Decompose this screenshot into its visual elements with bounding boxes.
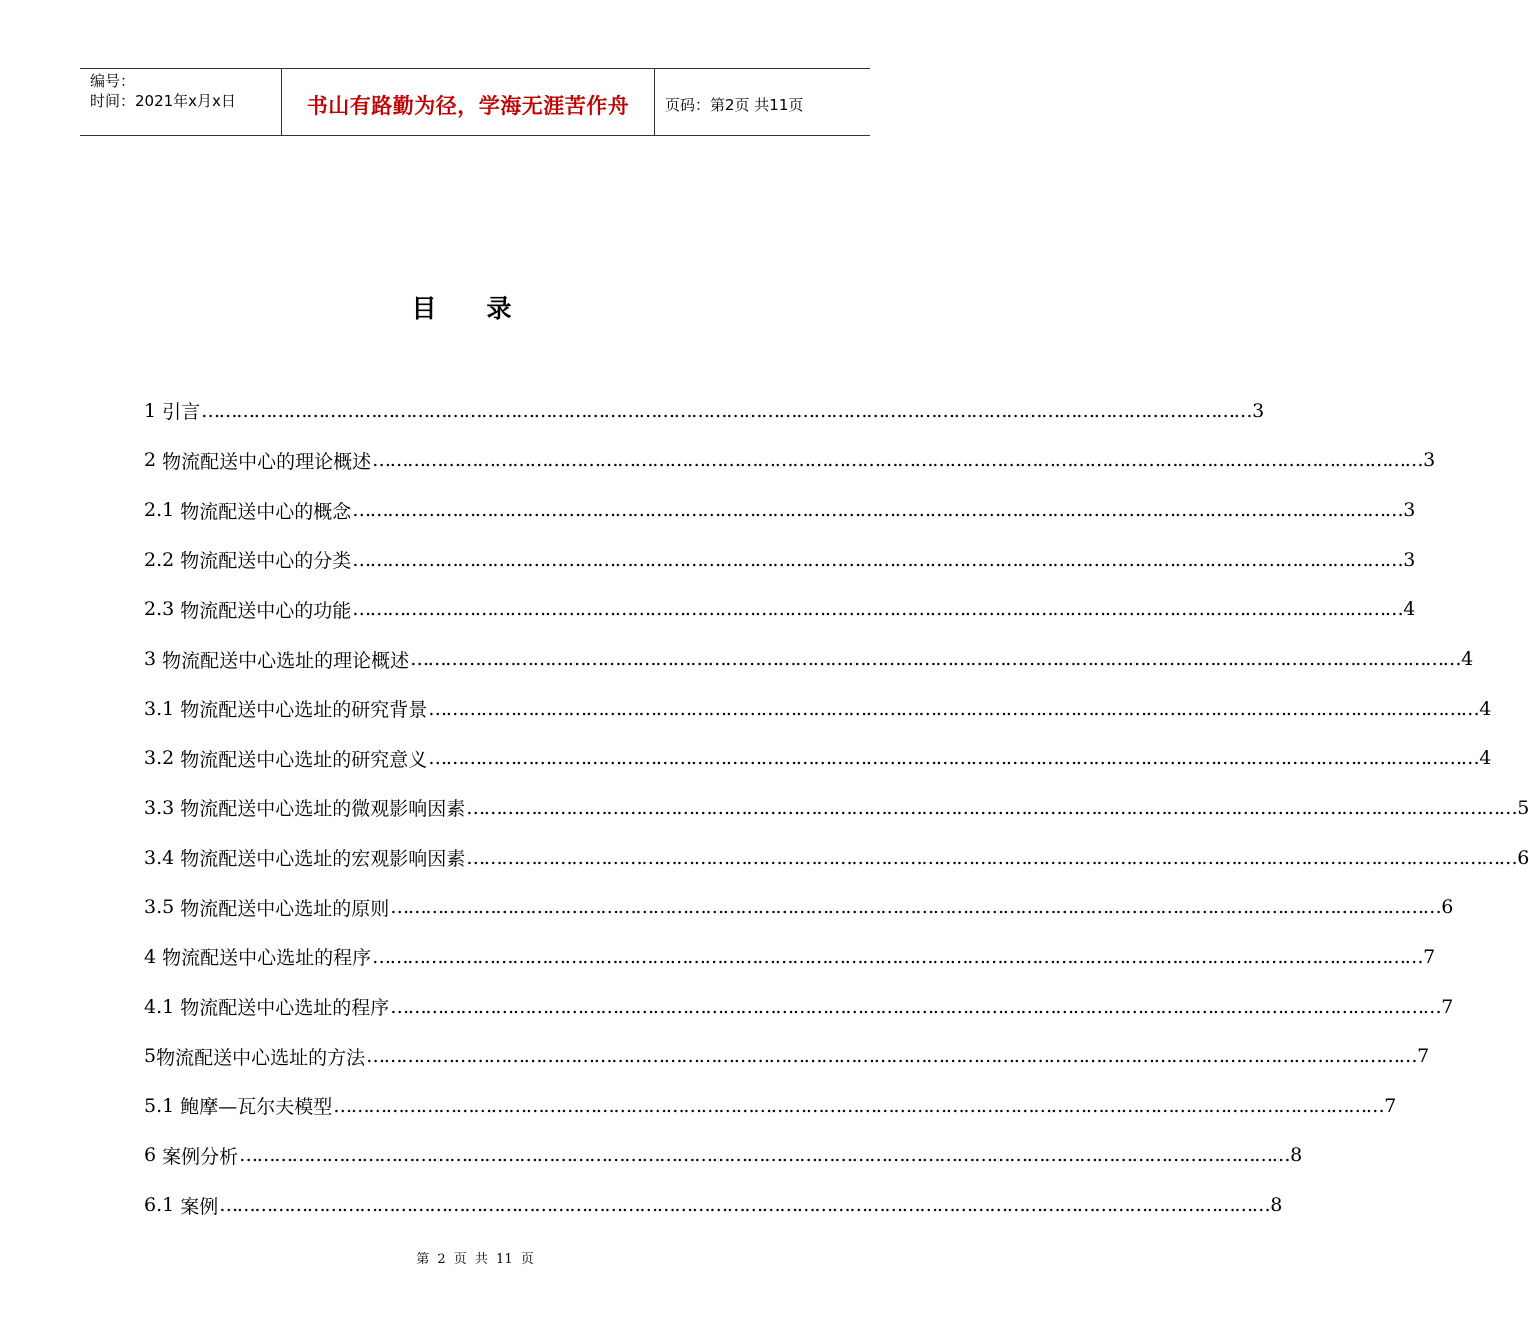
toc-entry-number: 5.1 [144,1094,175,1117]
toc-entry[interactable] [144,1180,1283,1230]
toc-entry-label: 物流配送中心的理论概述 [162,450,372,473]
toc-entry-label: 物流配送中心选址的方法 [156,1046,366,1069]
toc-title-char-1: 目 [411,294,437,323]
toc-entry[interactable] [144,585,1416,635]
toc-entry-leader: ……………………………………………………………………………………………………………………………………………………………… [390,995,1441,1018]
table-of-contents [144,386,1529,1230]
toc-entry-page-number: 8 [1290,1144,1303,1167]
toc-entry-leader: ……………………………………………………………………………………………………………………………………………………………… [372,945,1423,968]
toc-entry-number: 2.3 [144,598,175,621]
toc-title [0,289,923,325]
toc-entry[interactable] [144,436,1436,486]
toc-entry-page-number: 3 [1403,499,1416,522]
toc-entry[interactable] [144,634,1474,684]
toc-entry[interactable] [144,1031,1430,1081]
toc-entry-leader: ……………………………………………………………………………………………………………………………………………………………… [239,1144,1290,1167]
toc-entry-leader: ……………………………………………………………………………………………………………………………………………………………… [390,896,1441,919]
toc-entry-leader: ……………………………………………………………………………………………………………………………………………………………… [466,796,1517,819]
toc-entry-leader: ……………………………………………………………………………………………………………………………………………………………… [352,499,1403,522]
toc-entry-page-number: 5 [1517,796,1529,819]
toc-entry[interactable] [144,1081,1397,1131]
toc-entry-page-number: 4 [1479,747,1492,770]
toc-entry[interactable] [144,733,1492,783]
toc-entry-number: 3.2 [144,747,175,770]
toc-entry-page-number: 7 [1417,1045,1430,1068]
toc-entry-label: 物流配送中心选址的程序 [162,947,372,970]
toc-entry[interactable] [144,485,1416,535]
toc-entry-page-number: 6 [1517,846,1529,869]
toc-entry-leader: ……………………………………………………………………………………………………………………………………………………………… [428,747,1479,770]
toc-entry-leader: ……………………………………………………………………………………………………………………………………………………………… [352,598,1403,621]
toc-entry-leader: ……………………………………………………………………………………………………………………………………………………………… [201,399,1252,422]
toc-entry[interactable] [144,932,1436,982]
toc-entry-leader: ……………………………………………………………………………………………………………………………………………………………… [366,1045,1417,1068]
toc-entry-leader: ……………………………………………………………………………………………………………………………………………………………… [352,548,1403,571]
toc-entry-number: 1 [144,399,157,422]
toc-entry-label: 物流配送中心的分类 [180,550,352,573]
toc-entry-page-number: 6 [1441,896,1454,919]
toc-entry[interactable] [144,684,1492,734]
toc-entry-label: 物流配送中心选址的研究意义 [180,748,428,771]
page-footer: 第 2 页 共 11 页 [416,1252,534,1267]
toc-entry-label: 引言 [162,401,201,424]
toc-entry[interactable] [144,783,1529,833]
toc-entry-leader: ……………………………………………………………………………………………………………………………………………………………… [333,1094,1384,1117]
toc-entry-page-number: 7 [1423,945,1436,968]
toc-entry-page-number: 3 [1403,548,1416,571]
toc-entry-page-number: 4 [1403,598,1416,621]
toc-entry-number: 5 [144,1045,157,1068]
toc-entry-label: 物流配送中心的概念 [180,500,352,523]
toc-entry-number: 3 [144,648,157,671]
toc-entry-label: 物流配送中心选址的理论概述 [162,649,410,672]
toc-entry-page-number: 3 [1423,449,1436,472]
toc-entry-label: 物流配送中心选址的原则 [180,897,390,920]
toc-entry-leader: ……………………………………………………………………………………………………………………………………………………………… [410,648,1461,671]
toc-entry-label: 物流配送中心选址的宏观影响因素 [180,848,466,871]
toc-entry-leader: ……………………………………………………………………………………………………………………………………………………………… [372,449,1423,472]
toc-entry-page-number: 4 [1479,697,1492,720]
toc-entry[interactable] [144,535,1416,585]
toc-entry-page-number: 7 [1384,1094,1397,1117]
toc-entry-page-number: 3 [1252,399,1265,422]
toc-entry-number: 3.5 [144,896,175,919]
toc-entry-leader: ……………………………………………………………………………………………………………………………………………………………… [466,846,1517,869]
toc-entry-number: 2.1 [144,499,175,522]
toc-entry-number: 6 [144,1144,157,1167]
header-number-label: 编号： [90,72,136,90]
toc-entry-label: 案例 [180,1195,219,1218]
toc-entry[interactable] [144,982,1454,1032]
toc-entry-number: 2 [144,449,157,472]
header-info-cell [80,69,282,135]
toc-entry-leader: ……………………………………………………………………………………………………………………………………………………………… [428,697,1479,720]
toc-entry-number: 3.4 [144,846,175,869]
toc-entry-label: 物流配送中心选址的微观影响因素 [180,798,466,821]
header-page-code: 页码：第2页 共11页 [665,95,804,114]
toc-entry[interactable] [144,833,1529,883]
toc-entry-leader: ……………………………………………………………………………………………………………………………………………………………… [219,1194,1270,1217]
toc-entry[interactable] [144,1131,1303,1181]
toc-entry[interactable] [144,386,1265,436]
toc-entry-number: 2.2 [144,548,175,571]
toc-entry-label: 物流配送中心选址的研究背景 [180,699,428,722]
toc-entry-page-number: 4 [1461,648,1474,671]
toc-entry-label: 鲍摩—瓦尔夫模型 [180,1096,333,1119]
toc-entry-label: 案例分析 [162,1145,239,1168]
toc-entry-label: 物流配送中心的功能 [180,599,352,622]
toc-entry-page-number: 8 [1270,1194,1283,1217]
toc-entry-number: 4.1 [144,995,175,1018]
page-header [80,68,870,136]
toc-entry[interactable] [144,882,1454,932]
toc-entry-number: 3.1 [144,697,175,720]
toc-entry-label: 物流配送中心选址的程序 [180,997,390,1019]
header-time-label: 时间：2021年x月x日 [90,92,236,110]
toc-entry-number: 6.1 [144,1194,175,1217]
toc-entry-number: 4 [144,945,157,968]
toc-entry-page-number: 7 [1441,995,1454,1018]
header-motto: 书山有路勤为径，学海无涯苦作舟 [282,69,655,135]
toc-title-char-2: 录 [486,294,512,323]
toc-entry-number: 3.3 [144,796,175,819]
